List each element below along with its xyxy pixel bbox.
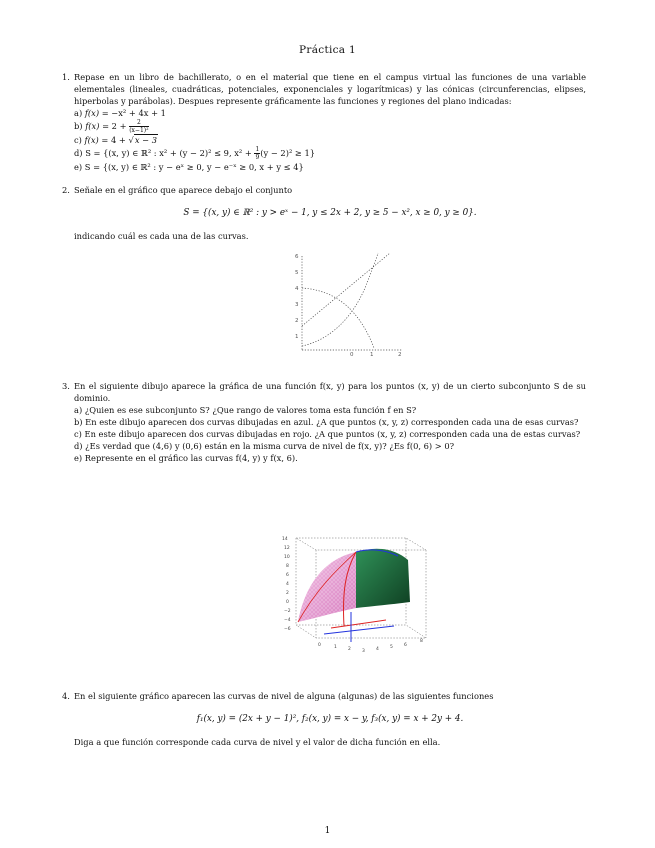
question-text-after: indicando cuál es cada una de las curvas. [74, 231, 249, 241]
item-c: c) En este dibujo aparecen dos curvas dibujadas en rojo. ¿A que puntos (x, y, z) corresponden cada una de estas curvas? [74, 429, 581, 439]
item-b: b) En este dibujo aparecen dos curvas dibujadas en azul. ¿A que puntos (x, y, z) corresponden cada una de esas curvas? [74, 417, 579, 427]
question-text: En el siguiente gráfico aparecen las curvas de nivel de alguna (algunas) de las siguientes funciones [74, 691, 494, 701]
question-number: 4. [62, 691, 70, 701]
y-tick-label: 1 [295, 334, 299, 340]
page-number: 1 [324, 826, 331, 836]
z-tick-label: 2 [286, 591, 289, 596]
axis-tick-label: 5 [390, 645, 393, 650]
axis-tick-label: 6 [404, 643, 407, 648]
question-text: Repase en un libro de bachillerato, o en el material que tiene en el campus virtual las funciones de una variable elementales (lineales, cuadráticas, potenciales, exponenciales y logarítmicas) y las cónicas (circunferencias, elipses, hiperbolas y parábolas). Despues represente gráficamente las funciones y regiones del plano indicadas: [74, 72, 586, 106]
axis-tick-label: 8 [420, 639, 423, 644]
fraction: $\frac{2}{\text{(x−1)²}}$ [129, 119, 149, 134]
z-tick-label: 6 [286, 573, 289, 578]
item-d: d) S = {(x, y) ∈ ℝ² : x² + (y − 2)² ≤ 9, x² + $\frac{1}{9}$ (y − 2)² ≥ 1} [74, 146, 316, 161]
z-tick-label: 10 [284, 555, 290, 560]
box-top [296, 538, 426, 550]
question-number: 2. [62, 185, 70, 195]
set-definition: S = {(x, y) ∈ ℝ² : y > eˣ − 1, y ≤ 2x + 2, y ≥ 5 − x², x ≥ 0, y ≥ 0}. [183, 208, 477, 218]
curve-parabola [302, 288, 374, 348]
question-text-after: Diga a que función corresponde cada curva de nivel y el valor de dicha función en ella. [74, 737, 441, 747]
region-graph [280, 248, 410, 358]
question-number: 1. [62, 72, 70, 82]
axis-tick-label: 1 [334, 645, 337, 650]
z-tick-label: −4 [284, 618, 291, 623]
question-4 [62, 690, 586, 748]
item-c: c) f(x) = 4 + √x − 3 [74, 135, 157, 145]
x-tick-label: 2 [398, 352, 402, 358]
z-tick-label: −6 [284, 627, 291, 632]
surface-green [356, 549, 410, 608]
x-tick-label: 1 [370, 352, 374, 358]
y-tick-label: 2 [295, 318, 299, 324]
z-tick-label: 14 [282, 537, 288, 542]
y-tick-label: 4 [295, 286, 299, 292]
question-number: 3. [62, 381, 70, 391]
question-3 [62, 380, 586, 464]
box-bottom [296, 625, 426, 638]
item-e: e) S = {(x, y) ∈ ℝ² : y − eˣ ≥ 0, y − e⁻ˣ ≥ 0, x + y ≤ 4} [74, 162, 304, 172]
item-e: e) Represente en el gráfico las curvas f(4, y) y f(x, 6). [74, 453, 298, 463]
axis-tick-label: 3 [362, 649, 365, 654]
z-tick-label: 0 [286, 600, 289, 605]
y-tick-label: 6 [295, 254, 299, 260]
item-a: a) f(x) = −x² + 4x + 1 [74, 108, 166, 118]
y-tick-label: 3 [295, 302, 299, 308]
functions-list: f₁(x, y) = (2x + y − 1)², f₂(x, y) = x − y, f₃(x, y) = x + 2y + 4. [196, 714, 464, 724]
item-d: d) ¿Es verdad que (4,6) y (0,6) están en la misma curva de nivel de f(x, y)? ¿Es f(0, 6) > 0? [74, 441, 455, 451]
axis-tick-label: 0 [318, 643, 321, 648]
fraction: $\frac{1}{9}$ [255, 146, 260, 161]
question-text: En el siguiente dibujo aparece la gráfica de una función f(x, y) para los puntos (x, y) de un cierto subconjunto S de su dominio. [74, 381, 586, 403]
red-curve-floor [331, 620, 386, 628]
item-b: b) f(x) = 2 + $\frac{2}{\text{(x−1)²}}$ [74, 119, 149, 134]
question-2 [62, 184, 586, 242]
z-tick-label: −2 [284, 609, 291, 614]
surface-plot [276, 530, 436, 665]
question-1 [62, 71, 586, 173]
question-text: Señale en el gráfico que aparece debajo el conjunto [74, 185, 293, 195]
page-title: Práctica 1 [299, 44, 356, 56]
axis-tick-label: 4 [376, 647, 379, 652]
sqrt-icon: √ [128, 135, 134, 145]
z-tick-label: 12 [284, 546, 290, 551]
curve-line [302, 253, 390, 326]
z-tick-label: 4 [286, 582, 289, 587]
x-tick-label: 0 [350, 352, 354, 358]
item-a: a) ¿Quien es ese subconjunto S? ¿Que rango de valores toma esta función f en S? [74, 405, 417, 415]
surface-mesh [298, 552, 356, 622]
z-tick-label: 8 [286, 564, 289, 569]
axis-tick-label: 2 [348, 647, 351, 652]
y-tick-label: 5 [295, 270, 299, 276]
